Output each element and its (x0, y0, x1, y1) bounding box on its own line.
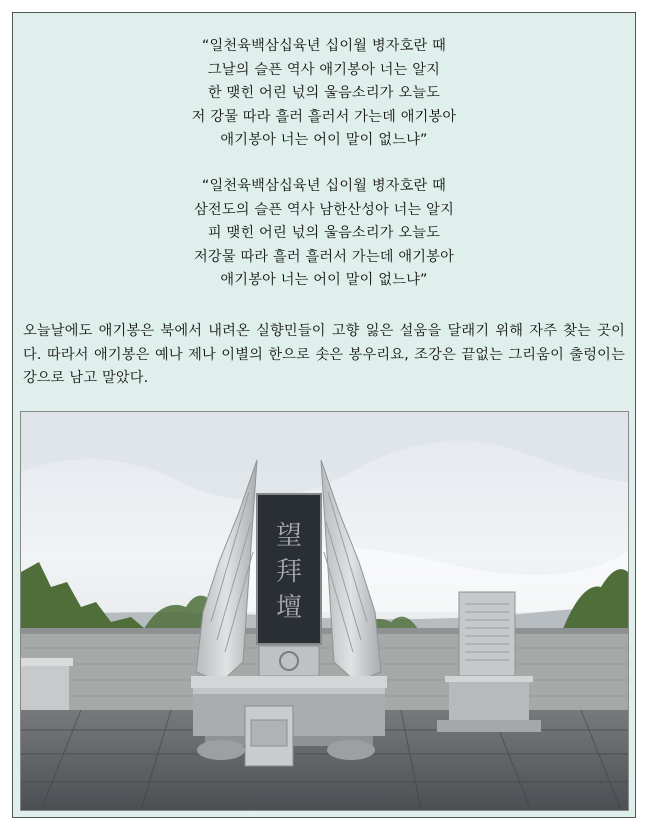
poem-line: 피 맺힌 어린 넋의 울음소리가 오늘도 (207, 225, 441, 241)
memorial-photo (20, 411, 629, 811)
monument-base (191, 676, 387, 688)
poem-stanza-1 (13, 35, 635, 153)
memorial-photo-illustration (21, 412, 628, 810)
monument-emblem (259, 646, 319, 676)
poem-line: 애기봉아 너는 어이 말이 없느냐” (220, 132, 428, 148)
document-page (12, 12, 636, 818)
inscription-char: 望 (275, 521, 303, 551)
poem-line: 삼전도의 슬픈 역사 남한산성아 너는 알지 (194, 201, 454, 218)
poem-line: 저강물 따라 흘러 흘러서 가는데 애기봉아 (194, 248, 454, 265)
poem-stanza-2 (13, 175, 635, 293)
poem-line: 그날의 슬픈 역사 애기봉아 너는 알지 (207, 61, 441, 78)
prose-paragraph: 오늘날에도 애기봉은 북에서 내려온 실향민들이 고향 잃은 설움을 달래기 위해 자주 찾는 곳이다. 따라서 애기봉은 예나 제나 이별의 한으로 솟은 봉우리요, 조강은 끝없는 그리움이 출렁이는 강으로 남고 말았다. (23, 323, 625, 386)
poem-line: “일천육백삼십육년 십이월 병자호란 때 (201, 178, 447, 194)
poem-line: “일천육백삼십육년 십이월 병자호란 때 (201, 38, 447, 54)
poem-line: 한 맺힌 어린 넋의 울음소리가 오늘도 (207, 85, 441, 101)
poem-line: 애기봉아 너는 어이 말이 없느냐” (220, 272, 428, 288)
inscription-char: 拜 (275, 557, 303, 587)
poem-line: 저 강물 따라 흘러 흘러서 가는데 애기봉아 (191, 108, 457, 125)
inscription-char: 壇 (275, 593, 303, 623)
